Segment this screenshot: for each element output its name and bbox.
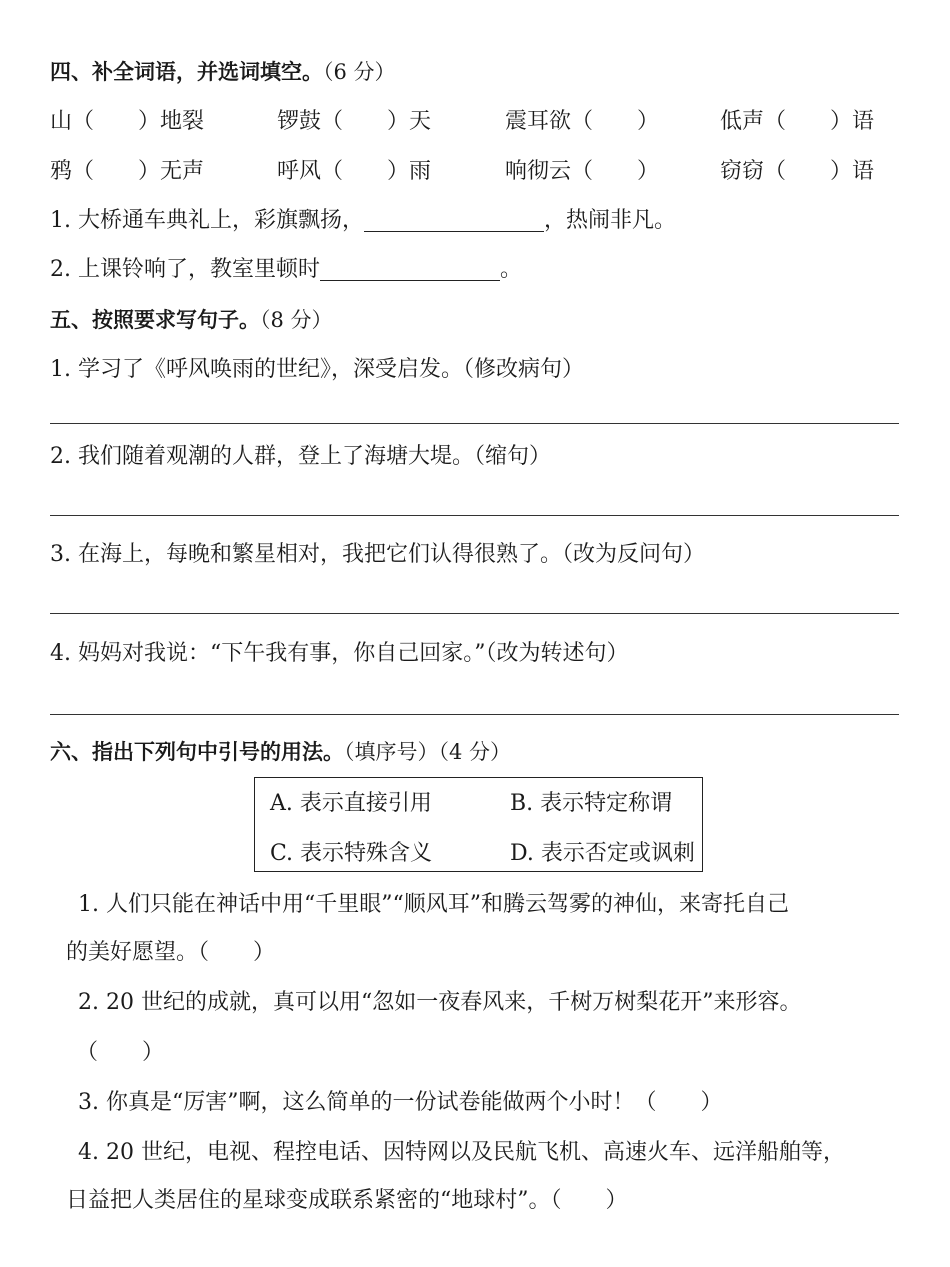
word-blank-3[interactable]: 震耳欲（ ） (505, 109, 660, 134)
rewrite-question-1-text: 1. 学习了《呼风唤雨的世纪》，深受启发。 (50, 357, 463, 382)
rewrite-question-2-hint: （缩句） (474, 444, 552, 469)
rewrite-question-1 (50, 359, 584, 381)
fill-question-2-after: 。 (499, 257, 522, 282)
section-6-score: （4 分） (438, 740, 512, 764)
rewrite-question-2-text: 2. 我们随着观潮的人群，登上了海塘大堤。 (50, 444, 474, 469)
quote-question-3[interactable]: 3. 你真是“厉害”啊，这么简单的一份试卷能做两个小时！（ ） (78, 1090, 723, 1115)
word-blank-4[interactable]: 低声（ ）语 (720, 109, 875, 134)
section-6-heading (50, 742, 511, 763)
answer-line-2[interactable] (50, 515, 899, 516)
section-4-heading (50, 62, 396, 83)
rewrite-question-3-hint: （改为反问句） (562, 542, 706, 567)
word-blank-8[interactable]: 窃窃（ ）语 (720, 159, 875, 184)
word-blank-7[interactable]: 响彻云（ ） (505, 159, 660, 184)
rewrite-question-3 (50, 544, 705, 566)
fill-answer-blank-1[interactable] (364, 211, 544, 232)
quote-question-1-line-2[interactable]: 的美好愿望。（ ） (66, 940, 276, 965)
quote-question-4-line-1: 4. 20 世纪，电视、程控电话、因特网以及民航飞机、高速火车、远洋船舶等， (78, 1140, 845, 1165)
word-blank-1[interactable]: 山（ ）地裂 (50, 109, 205, 134)
quote-question-2-line-1: 2. 20 世纪的成就，真可以用“忽如一夜春风来，千树万树梨花开”来形容。 (78, 990, 802, 1015)
rewrite-question-4 (50, 643, 629, 665)
word-blank-5[interactable]: 鸦（ ）无声 (50, 159, 205, 184)
option-d: D. 表示否定或讽刺 (510, 841, 695, 866)
section-5-heading (50, 310, 333, 331)
section-4-title: 四、补全词语，并选词填空。 (50, 60, 323, 84)
section-6-hint: （填序号） (344, 740, 439, 764)
option-b: B. 表示特定称谓 (510, 791, 673, 816)
section-5-title: 五、按照要求写句子。 (50, 308, 260, 332)
word-blank-2[interactable]: 锣鼓（ ）天 (277, 109, 432, 134)
word-blank-6[interactable]: 呼风（ ）雨 (277, 159, 432, 184)
quote-question-4-line-2[interactable]: 日益把人类居住的星球变成联系紧密的“地球村”。（ ） (66, 1188, 628, 1213)
fill-question-2-before: 2. 上课铃响了，教室里顿时 (50, 257, 320, 282)
quote-question-2-line-2[interactable]: （ ） (76, 1040, 165, 1065)
answer-line-3[interactable] (50, 613, 899, 614)
section-6-title: 六、指出下列句中引号的用法。 (50, 740, 344, 764)
fill-question-2 (50, 259, 522, 281)
answer-line-4[interactable] (50, 714, 899, 715)
fill-answer-blank-2[interactable] (320, 260, 500, 281)
rewrite-question-3-text: 3. 在海上，每晚和繁星相对，我把它们认得很熟了。 (50, 542, 562, 567)
rewrite-question-4-hint: （改为转述句） (485, 641, 629, 666)
section-5-score: （8 分） (260, 308, 333, 332)
rewrite-question-1-hint: （修改病句） (463, 357, 585, 382)
section-4-score: （6 分） (323, 60, 396, 84)
fill-question-1-after: ，热闹非凡。 (543, 208, 676, 233)
answer-line-1[interactable] (50, 423, 899, 424)
option-c: C. 表示特殊含义 (270, 841, 433, 866)
rewrite-question-4-text: 4. 妈妈对我说：“下午我有事，你自己回家。” (50, 641, 486, 666)
fill-question-1 (50, 210, 676, 232)
quote-question-1-line-1: 1. 人们只能在神话中用“千里眼”“顺风耳”和腾云驾雾的神仙，来寄托自己 (78, 892, 789, 917)
fill-question-1-before: 1. 大桥通车典礼上，彩旗飘扬， (50, 208, 364, 233)
option-a: A. 表示直接引用 (270, 791, 432, 816)
rewrite-question-2 (50, 446, 551, 468)
